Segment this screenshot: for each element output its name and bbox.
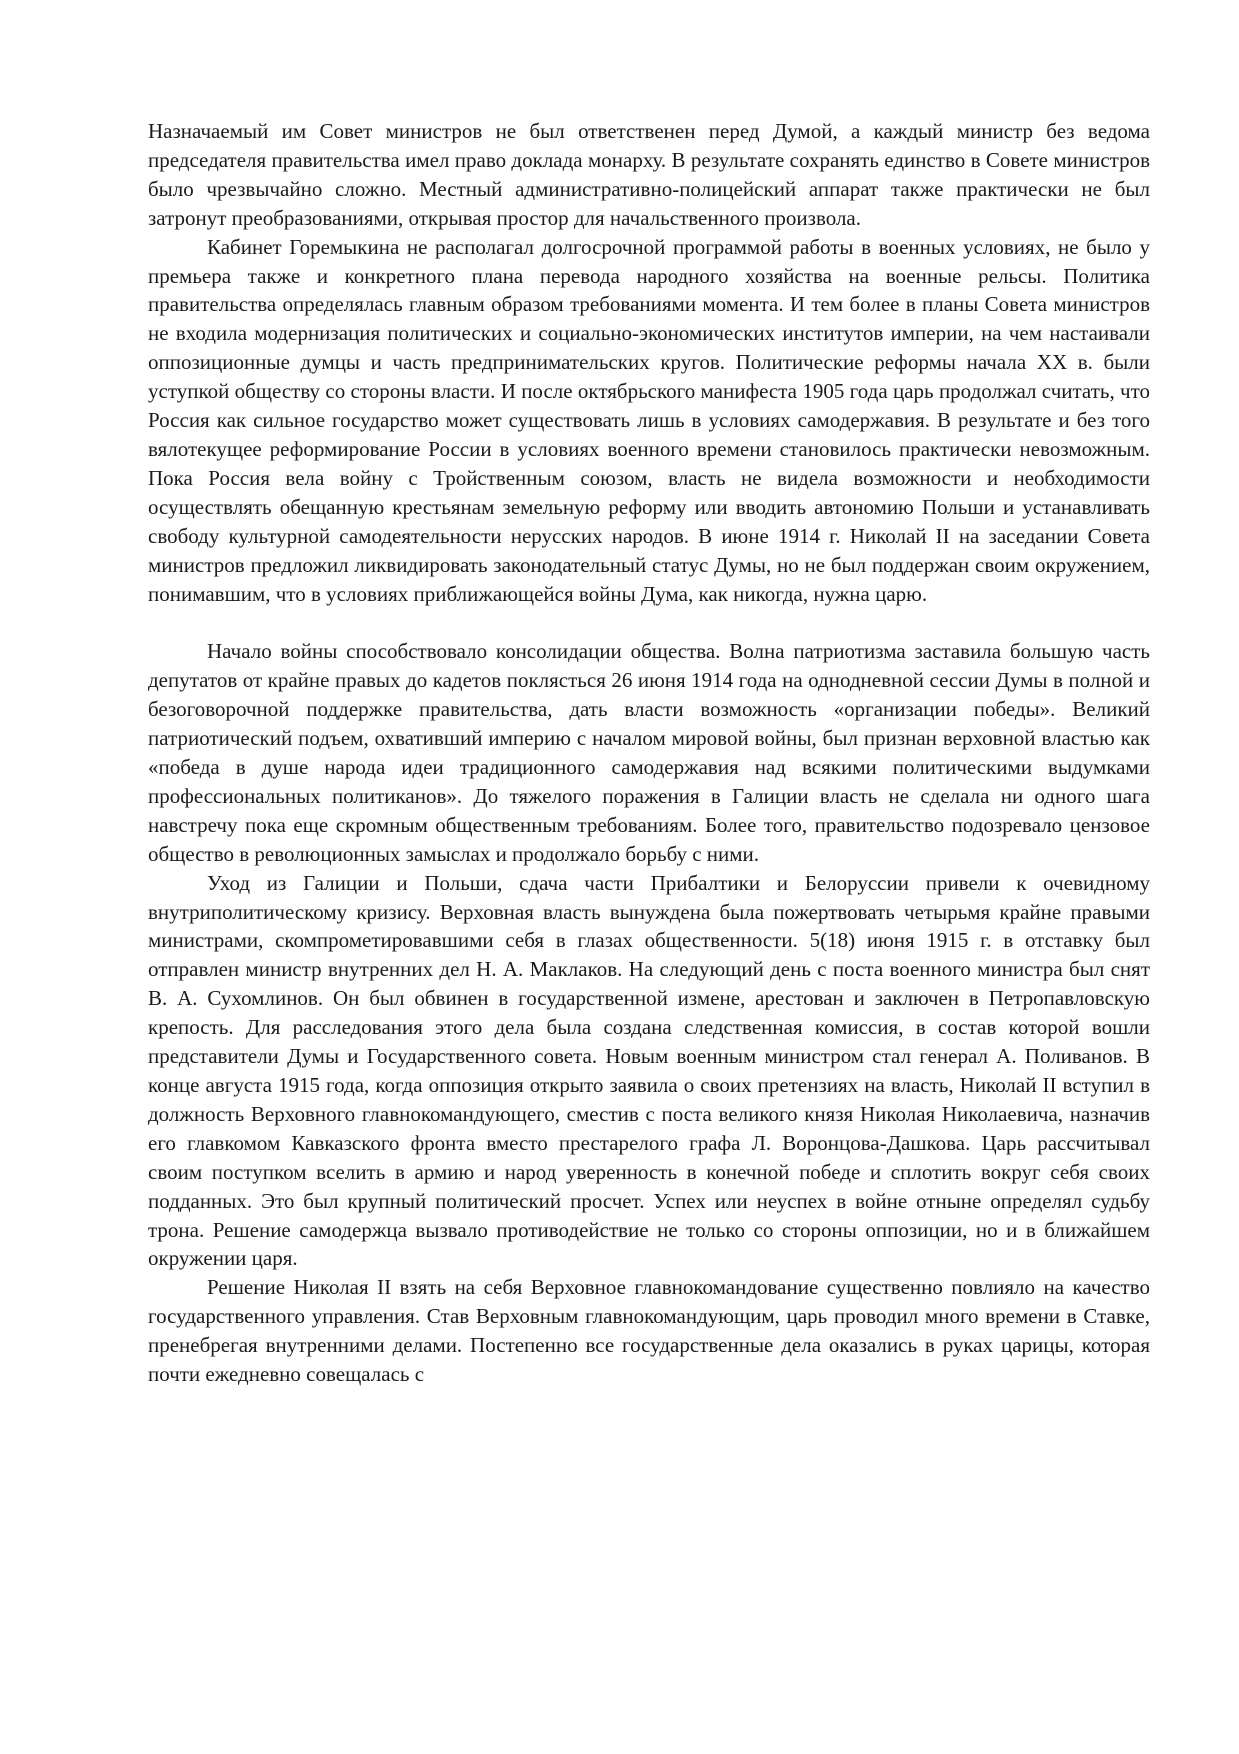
paragraph-3: Начало войны способствовало консолидации общества. Волна патриотизма заставила большую часть депутатов от крайне правых до кадетов поклясться 26 июня 1914 года на однодневной сессии Думы в полной и безоговорочной поддержке правительства, дать власти возможность «организации победы». Великий патриотический подъем, охвативший империю с началом мировой войны, был признан верховной властью как «победа в душе народа идеи традиционного самодержавия над всякими политическими выдумками профессиональных политиканов». До тяжелого поражения в Галиции власть не сделала ни одного шага навстречу пока еще скромным общественным требованиям. Более того, правительство подозревало цензовое общество в революционных замыслах и продолжало борьбу с ними. <box>148 639 1150 866</box>
document-page <box>148 117 1150 1389</box>
paragraph-2: Кабинет Горемыкина не располагал долгосрочной программой работы в военных условиях, не было у премьера также и конкретного плана перевода народного хозяйства на военные рельсы. Политика правительства определялась главным образом требованиями момента. И тем более в планы Совета министров не входила модернизация политических и социально-экономических институтов империи, на чем настаивали оппозиционные думцы и часть предпринимательских кругов. Политические реформы начала XX в. были уступкой обществу со стороны власти. И после октябрьского манифеста 1905 года царь продолжал считать, что Россия как сильное государство может существовать лишь в условиях самодержавия. В результате и без того вялотекущее реформирование России в условиях военного времени становилось практически невозможным. Пока Россия вела войну с Тройственным союзом, власть не видела возможности и необходимости осуществлять обещанную крестьянам земельную реформу или вводить автономию Польши и устанавливать свободу культурной самодеятельности нерусских народов. В июне 1914 г. Николай II на заседании Совета министров предложил ликвидировать законодательный статус Думы, но не был поддержан своим окружением, понимавшим, что в условиях приближающейся войны Дума, как никогда, нужна царю. <box>148 234 1150 606</box>
paragraph-4: Уход из Галиции и Польши, сдача части Прибалтики и Белоруссии привели к очевидному внутриполитическому кризису. Верховная власть вынуждена была пожертвовать четырьмя крайне правыми министрами, скомпрометировавшими себя в глазах общественности. 5(18) июня 1915 г. в отставку был отправлен министр внутренних дел Н. А. Маклаков. На следующий день с поста военного министра был снят В. А. Сухомлинов. Он был обвинен в государственной измене, арестован и заключен в Петропавловскую крепость. Для расследования этого дела была создана следственная комиссия, в состав которой вошли представители Думы и Государственного совета. Новым военным министром стал генерал А. Поливанов. В конце августа 1915 года, когда оппозиция открыто заявила о своих претензиях на власть, Николай II вступил в должность Верховного главнокомандующего, сместив с поста великого князя Николая Николаевича, назначив его главкомом Кавказского фронта вместо престарелого графа Л. Воронцова-Дашкова. Царь рассчитывал своим поступком вселить в армию и народ уверенность в конечной победе и сплотить вокруг себя своих подданных. Это был крупный политический просчет. Успех или неуспех в войне отныне определял судьбу трона. Решение самодержца вызвало противодействие не только со стороны оппозиции, но и в ближайшем окружении царя. <box>148 870 1150 1271</box>
paragraph-1: Назначаемый им Совет министров не был ответственен перед Думой, а каждый министр без ведома председателя правительства имел право доклада монарху. В результате сохранять единство в Совете министров было чрезвычайно сложно. Местный административно-полицейский аппарат также практически не был затронут преобразованиями, открывая простор для начальственного произвола. <box>148 119 1150 230</box>
paragraph-5: Решение Николая II взять на себя Верховное главнокомандование существенно повлияло на качество государственного управления. Став Верховным главнокомандующим, царь проводил много времени в Ставке, пренебрегая внутренними делами. Постепенно все государственные дела оказались в руках царицы, которая почти ежедневно совещалась с <box>148 1275 1150 1387</box>
